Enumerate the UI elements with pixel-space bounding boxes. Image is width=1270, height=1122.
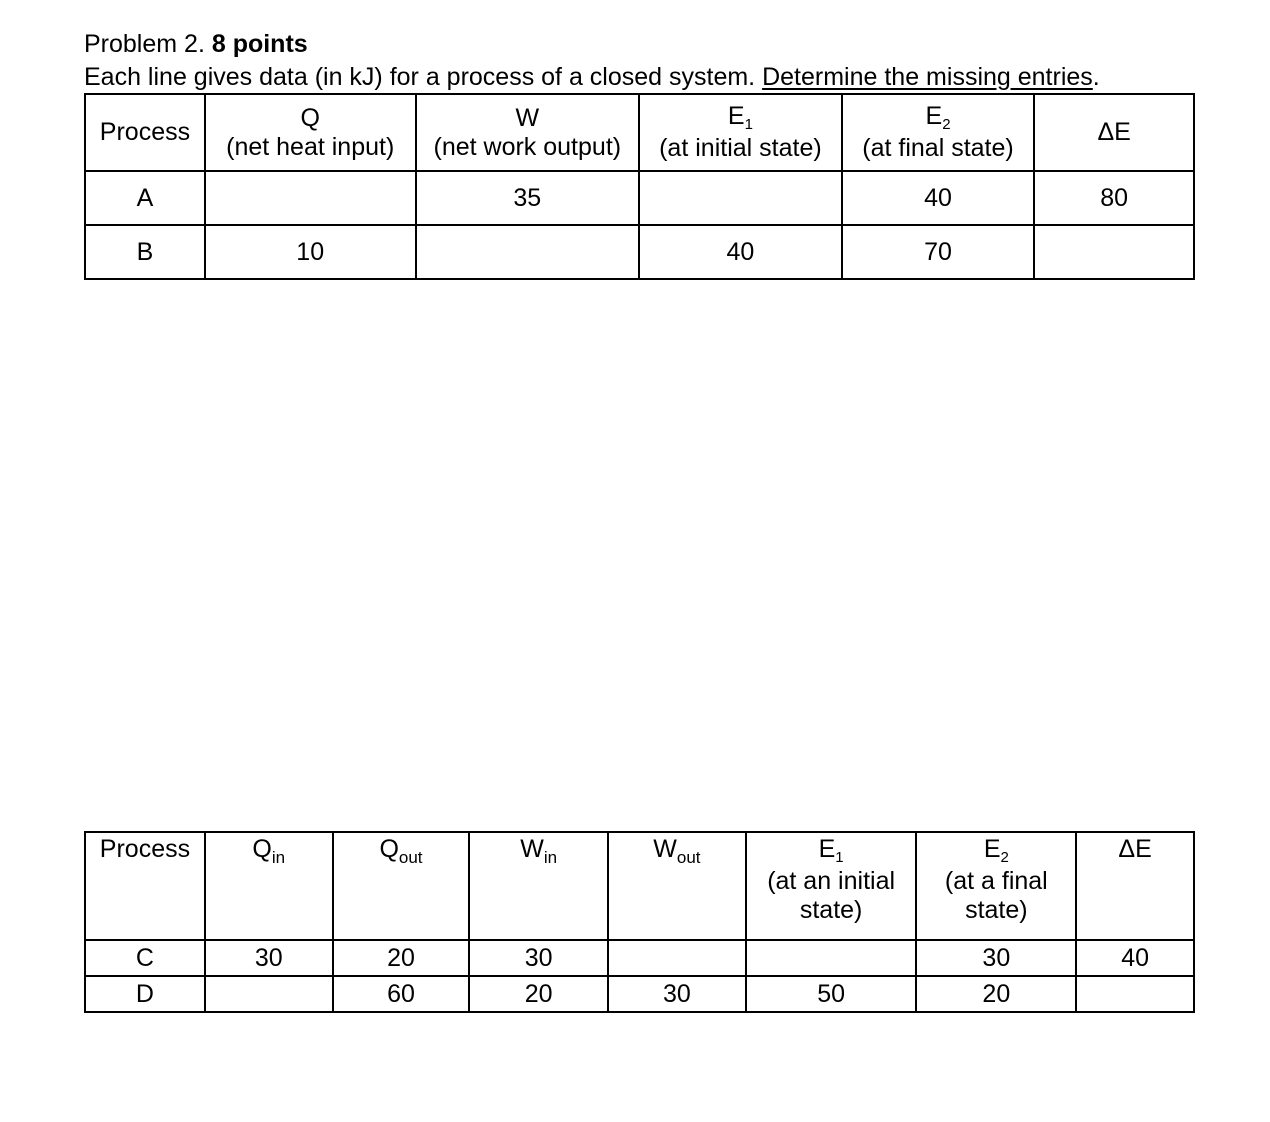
cell-e1 <box>746 940 917 976</box>
header-w-desc: (net work output) <box>433 132 622 161</box>
cell-e2: 20 <box>916 976 1076 1012</box>
cell-q-in: 30 <box>205 940 333 976</box>
header-w-symbol: W <box>515 103 540 132</box>
cell-q-out: 20 <box>333 940 470 976</box>
e2-subscript: 2 <box>1000 849 1009 866</box>
problem-heading <box>84 28 1100 94</box>
task-period: . <box>1092 63 1100 91</box>
w-out-subscript: out <box>676 848 701 867</box>
header-e1-desc-1: (at an initial <box>767 867 896 895</box>
header-e2-symbol <box>843 102 1034 134</box>
header-w <box>416 94 640 171</box>
table-header-row <box>85 832 1194 940</box>
header-e1-symbol <box>747 835 916 867</box>
problem-label: Problem 2. <box>84 30 205 58</box>
header-e1-desc: (at initial state) <box>659 134 822 162</box>
header-delta-e: ΔE <box>1076 832 1194 940</box>
header-q-symbol: Q <box>300 103 320 132</box>
e1-base: E <box>727 102 745 130</box>
cell-e2: 70 <box>842 225 1035 279</box>
header-q <box>205 94 416 171</box>
cell-process: B <box>85 225 205 279</box>
table-row <box>85 940 1194 976</box>
header-q-desc: (net heat input) <box>226 132 395 161</box>
w-in-subscript: in <box>543 848 558 867</box>
header-e1 <box>746 832 917 940</box>
q-in-base: Q <box>252 835 272 863</box>
header-e1-symbol <box>640 102 841 134</box>
cell-delta-e <box>1034 225 1194 279</box>
cell-delta-e <box>1076 976 1194 1012</box>
cell-e1: 40 <box>639 225 842 279</box>
cell-w: 35 <box>416 171 640 225</box>
points-label: 8 points <box>211 30 308 58</box>
cell-q: 10 <box>205 225 416 279</box>
table-row <box>85 976 1194 1012</box>
header-process: Process <box>85 94 205 171</box>
cell-process: D <box>85 976 205 1012</box>
header-e2-desc-2: state) <box>965 896 1028 924</box>
cell-process: A <box>85 171 205 225</box>
cell-q <box>205 171 416 225</box>
cell-q-out: 60 <box>333 976 470 1012</box>
q-out-subscript: out <box>398 848 423 867</box>
header-delta-e: ΔE <box>1034 94 1194 171</box>
table-header-row <box>85 94 1194 171</box>
table-row <box>85 225 1194 279</box>
table-row <box>85 171 1194 225</box>
cell-delta-e: 40 <box>1076 940 1194 976</box>
header-e2-desc: (at final state) <box>862 134 1014 162</box>
problem-title <box>84 28 1100 61</box>
header-e1-desc-2: state) <box>799 896 863 924</box>
header-e2 <box>916 832 1076 940</box>
w-out-base: W <box>653 835 677 863</box>
cell-w-in: 20 <box>469 976 608 1012</box>
cell-delta-e: 80 <box>1034 171 1194 225</box>
cell-w <box>416 225 640 279</box>
header-w-in <box>469 832 608 940</box>
e2-base: E <box>983 835 1001 863</box>
problem-instruction <box>84 61 1100 94</box>
e2-subscript: 2 <box>942 116 951 133</box>
header-e2 <box>842 94 1035 171</box>
cell-e2: 40 <box>842 171 1035 225</box>
cell-q-in <box>205 976 333 1012</box>
instruction-text: Each line gives data (in kJ) for a process of a closed system. <box>84 63 756 91</box>
q-in-subscript: in <box>271 848 286 867</box>
cell-w-out: 30 <box>608 976 746 1012</box>
header-q-in <box>205 832 333 940</box>
process-table-2 <box>84 831 1195 1013</box>
w-in-base: W <box>520 835 544 863</box>
q-out-base: Q <box>379 835 399 863</box>
task-text: Determine the missing entries <box>762 63 1093 91</box>
e1-base: E <box>818 835 836 863</box>
e2-base: E <box>925 102 943 130</box>
header-q-out <box>333 832 470 940</box>
header-process: Process <box>85 832 205 940</box>
e1-subscript: 1 <box>744 116 753 133</box>
header-w-out <box>608 832 746 940</box>
cell-e1 <box>639 171 842 225</box>
header-e2-symbol <box>917 835 1075 867</box>
header-e2-desc-1: (at a final <box>944 867 1048 895</box>
cell-e1: 50 <box>746 976 917 1012</box>
cell-process: C <box>85 940 205 976</box>
header-e1 <box>639 94 842 171</box>
e1-subscript: 1 <box>835 849 844 866</box>
cell-w-out <box>608 940 746 976</box>
cell-w-in: 30 <box>469 940 608 976</box>
cell-e2: 30 <box>916 940 1076 976</box>
process-table-1 <box>84 93 1195 280</box>
